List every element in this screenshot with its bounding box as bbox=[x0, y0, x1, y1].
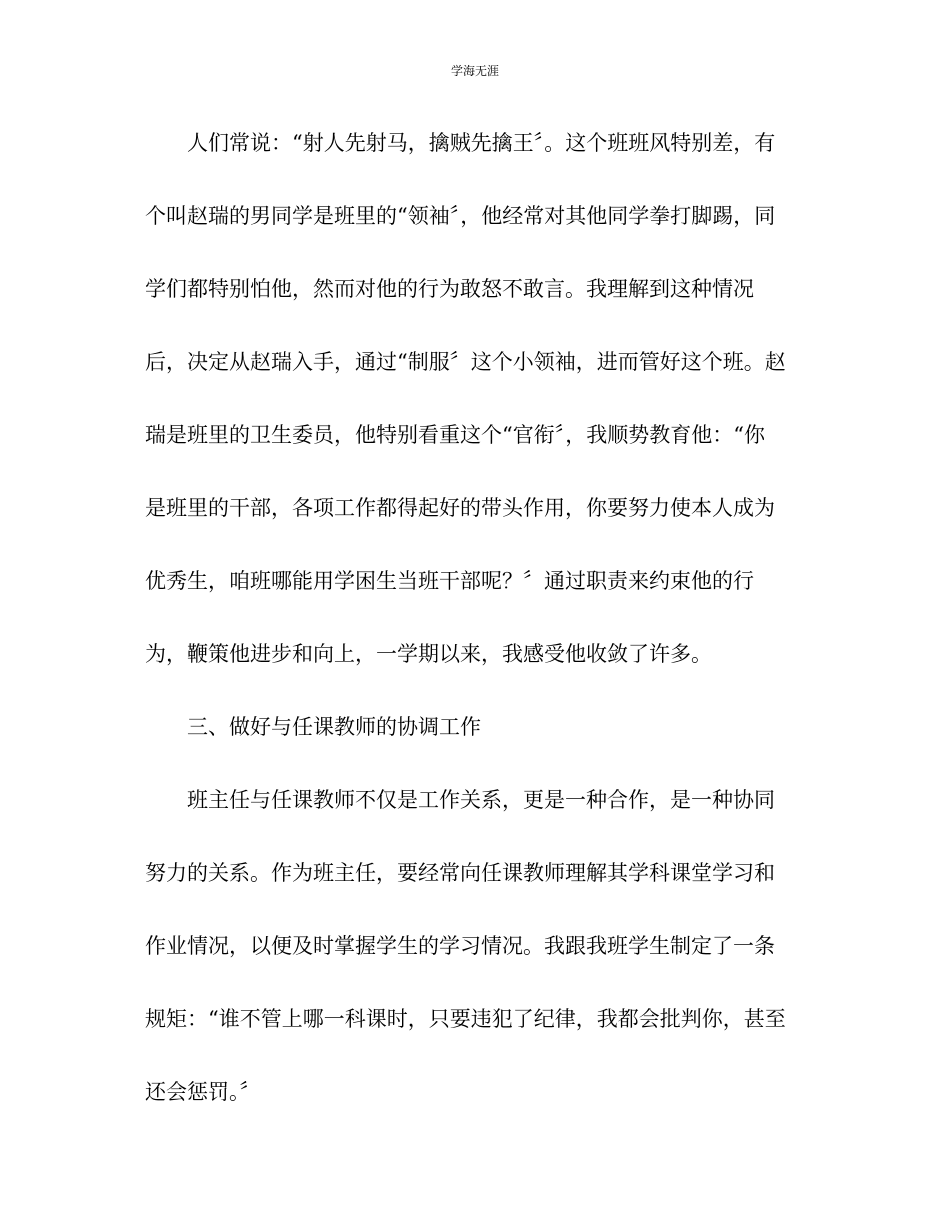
text-line: 人们常说：“射人先射马，擒贼先擒王〞。这个班班风特别差，有 bbox=[187, 131, 776, 155]
page-header: 学海无涯 bbox=[450, 64, 499, 78]
text-line: 规矩：“谁不管上哪一科课时，只要违犯了纪律，我都会批判你，甚至 bbox=[145, 1007, 786, 1031]
section-heading: 三、做好与任课教师的协调工作 bbox=[187, 715, 481, 739]
text-line: 瑞是班里的卫生委员，他特别看重这个“官衔〞，我顺势教育他：“你 bbox=[145, 423, 765, 447]
text-line: 后，决定从赵瑞入手，通过“制服〞这个小领袖，进而管好这个班。赵 bbox=[145, 350, 786, 374]
text-line: 是班里的干部，各项工作都得起好的带头作用，你要努力使本人成为 bbox=[145, 496, 775, 520]
text-line: 优秀生，咱班哪能用学困生当班干部呢？〞通过职责来约束他的行 bbox=[145, 569, 754, 593]
text-line: 班主任与任课教师不仅是工作关系，更是一种合作，是一种协同 bbox=[187, 788, 775, 812]
text-line: 学们都特别怕他，然而对他的行为敢怒不敢言。我理解到这种情况 bbox=[145, 277, 754, 301]
text-line: 还会惩罚。〞 bbox=[145, 1080, 261, 1104]
text-line: 作业情况，以便及时掌握学生的学习情况。我跟我班学生制定了一条 bbox=[145, 934, 775, 958]
text-line: 为，鞭策他进步和向上，一学期以来，我感受他收敛了许多。 bbox=[145, 642, 712, 666]
text-line: 努力的关系。作为班主任，要经常向任课教师理解其学科课堂学习和 bbox=[145, 861, 775, 885]
text-line: 个叫赵瑞的男同学是班里的“领袖〞，他经常对其他同学拳打脚踢，同 bbox=[145, 204, 776, 228]
